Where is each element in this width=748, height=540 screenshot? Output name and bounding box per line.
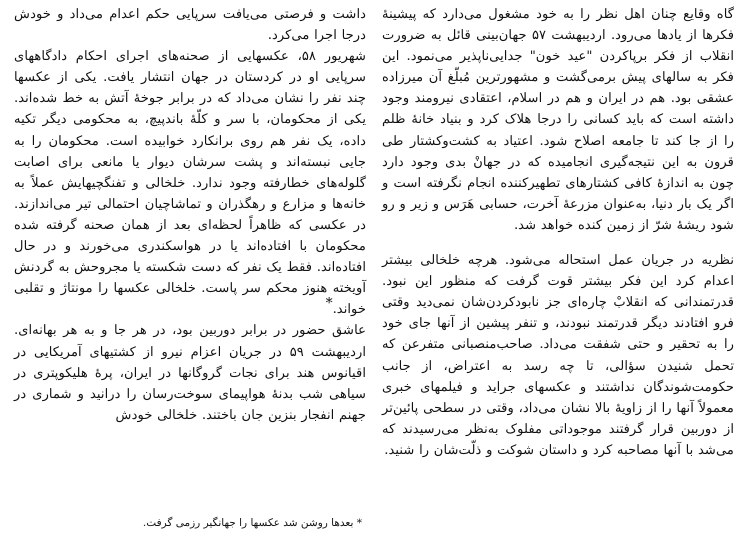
paragraph: داشت و فرصتی می‌یافت سرپایی حکم اعدام می‌داد و خودش درجا اجرا می‌کرد. [14, 7, 366, 44]
left-column [14, 4, 366, 534]
paragraph: عاشق حضور در برابر دوربین بود، در هر جا و به هر بهانه‌ای. اردیبهشت ۵۹ در جریان اعزام نیرو از کشتیهای آمریکایی در اقیانوس هند برای نجات گروگانها در ایران، پرهٔ هلیکوپتری در سیاهی شب بدنهٔ هواپیمای سوخت‌رسان را درانید و شماری در جهنم انفجار بنزین جان باختند. خلخالی خودش [14, 323, 367, 423]
footnote-marker: * [325, 295, 333, 312]
right-column [382, 4, 734, 534]
paragraph-with-footnote [14, 46, 366, 320]
paragraph: نظریه در جریان عمل استحاله می‌شود. هرچه خلخالی بیشتر اعدام کرد این فکر بیشتر قوت گرفت که منظور این نبود. قدرتمندانی که انقلابْ چاره‌ای جز نابودکردن‌شان نمی‌دید وقتی فرو افتادند دیگر قدرتمند نبودند، و تنفر پیشین از آنها جای خود را به تحقیر و حتی شفقت می‌داد. صاحب‌منصبانی متفرعن که تحمل شنیدن سؤالی، تا چه رسد به اعتراض، از جانب حکومت‌شوندگان نداشتند و عکسهای جراید و فیلمهای خبری معمولاً آنها را از زاویهٔ بالا نشان می‌داد، وقتی در سطحی پائین‌تر از دوربین قرار گرفتند موجوداتی مفلوک به‌نظر می‌رسیدند که می‌شد با آنها مصاحبه کرد و داستان شوکت و ذلّت‌شان را شنید. [382, 253, 734, 458]
footnote: * بعدها روشن شد عکسها را جهانگیر رزمی گرفت. [142, 517, 362, 529]
paragraph-text: شهریور ۵۸، عکسهایی از صحنه‌های اجرای احکام دادگاههای سرپایی او در کردستان در جهان انتشار یافت. یکی از عکسها چند نفر را نشان می‌داد که در برابر جوخهٔ آتش به خط شده‌اند. یکی از محکومان، با سر و کلّهٔ باندپیچ، به محکومی دیگر تکیه داده، یک نفر هم روی برانکارد خوابیده است. محکومان را به جایی نبسته‌اند و پشت سرشان دیوار یا مانعی برای اصابت گلوله‌های خطارفته وجود ندارد. خلخالی و تفنگچیهایش عملاً به خانه‌ها و مزارع و رهگذران و تماشاچیان احتمالی تیر می‌اندازند. در عکسی که ظاهراً لحظه‌ای بعد از همان صحنه گرفته شده محکومان با افتاده‌اند یا در هواسکندری می‌خورند و در حال افتاده‌اند. فقط یک نفر که دست شکسته یا مجروحش به گردنش آویخته هنوز محکم سر پاست. خلخالی عکسها را مونتاژ و تقلبی خواند. [14, 49, 367, 318]
paragraph: گاه وقایع چنان اهل نظر را به خود مشغول می‌دارد که پیشینهٔ فکرها از یادها می‌رود. اردیبهشت ۵۷ جهان‌بینی قائل به ضرورت انقلاب از فکر برپاکردن "عید خون" جدایی‌ناپذیر می‌نمود. این فکر به سالهای پیش برمی‌گشت و مشهورترین مُبلّغ آن میرزاده عشقی بود. هم در ایران و هم در اسلام، اعتقادی نیرومند وجود داشته است که باید کسانی را درجا هلاک کرد و بنیاد خانهٔ ظلم را از جا کند تا جامعه اصلاح شود. اعتیاد به کشت‌وکشتار طی قرون به این نتیجه‌گیری انجامیده که در جهانْ بدی وجود دارد چون به اندازهٔ کافی کشتارهای تطهیرکننده انجام نگرفته است و اگر یک بار دنیا، به‌عنوان مزرعهٔ آخرت، حسابی هَرَس و زیر و رو شود ریشهٔ شرّ از زمین کنده خواهد شد. [382, 7, 734, 233]
two-column-layout [14, 4, 734, 534]
